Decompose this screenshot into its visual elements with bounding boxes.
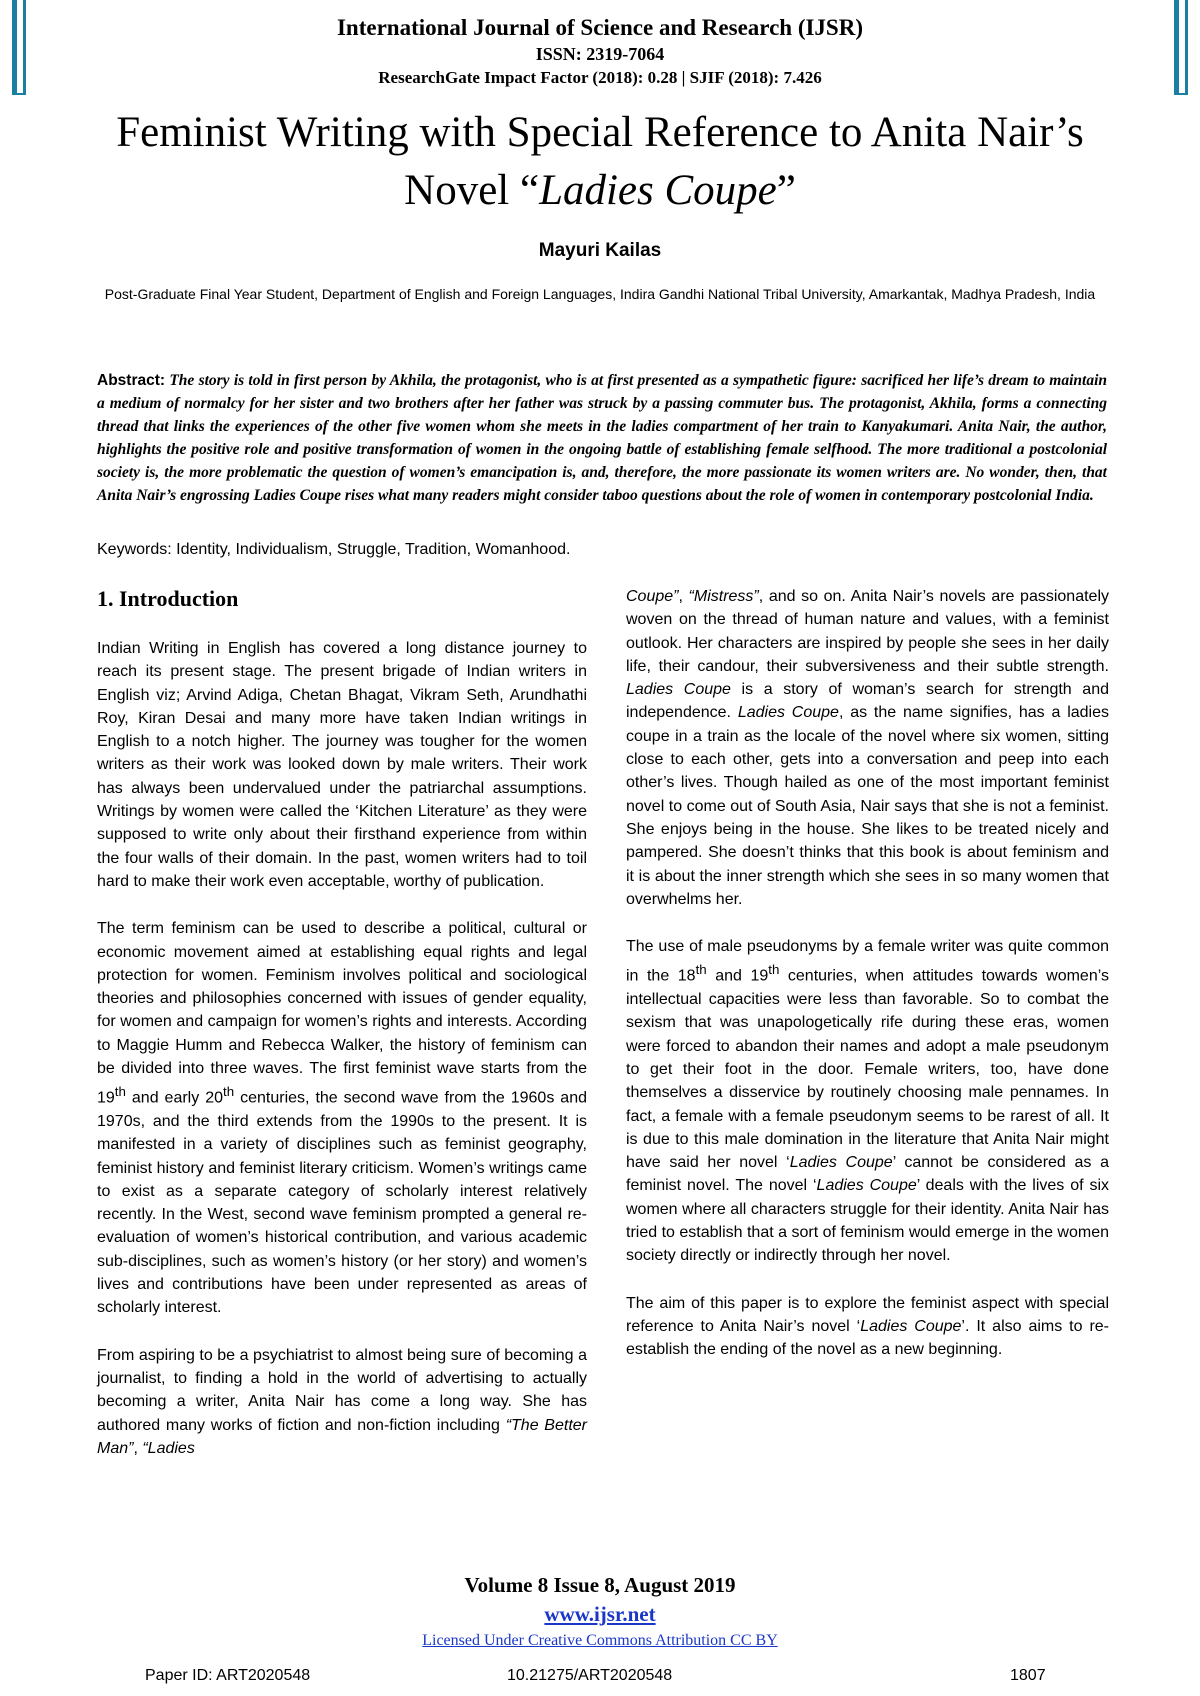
- title-text: Feminist Writing with Special Reference to Anita Nair’s Novel “: [116, 109, 1084, 214]
- page-number: 1807: [1010, 1667, 1046, 1684]
- section-heading-introduction: 1. Introduction: [97, 586, 239, 611]
- impact-factor: ResearchGate Impact Factor (2018): 0.28 | SJIF (2018): 7.426: [378, 68, 822, 87]
- paper-doi: 10.21275/ART2020548: [507, 1667, 673, 1684]
- author-name: Mayuri Kailas: [538, 240, 662, 261]
- paragraph-3-continued: Coupe”, “Mistress”, and so on. Anita Nair’s novels are passionately woven on the thread of human nature and values, with a feminist outlook. Her characters are inspired by people she sees in her daily life, their candour, their subversiveness and their subtle strength. Ladies Coupe is a story of woman’s search for strength and independence. Ladies Coupe, as the name signifies, has a ladies coupe in a train as the locale of the novel where six women, sitting close to each other, gets into a conversation and peep into each other’s lives. Though hailed as one of the most important feminist novel to come out of South Asia, Nair says that she is not a feminist. She enjoys being in the house. She likes to be treated nicely and pampered. She doesn’t thinks that this book is about feminism and it is about the inner strength which she sees in so many women that overwhelms her.: [626, 588, 1110, 908]
- abstract: [97, 369, 1107, 507]
- paper-id: Paper ID: ART2020548: [145, 1667, 311, 1684]
- footer-volume: Volume 8 Issue 8, August 2019: [464, 1573, 736, 1597]
- paragraph-1: Indian Writing in English has covered a long distance journey to reach its present stage. The present brigade of Indian writers in English viz; Arvind Adiga, Chetan Bhagat, Vikram Seth, Arundhathi Roy, Kiran Desai and many more have taken Indian writings in English to a notch higher. The journey was tougher for the women writers as their work was looked down by male writers. Their work has always been undervalued under the patriarchal assumptions. Writings by women were called the ‘Kitchen Literature’ as they were supposed to write only about their firsthand experience from within the four walls of their domain. In the past, women writers had to toil hard to make their work even acceptable, worthy of publication.: [97, 640, 587, 890]
- journal-header: [0, 14, 1200, 89]
- keywords: [97, 541, 1107, 559]
- paper-title: [80, 104, 1120, 220]
- keywords-text: Identity, Individualism, Struggle, Tradition, Womanhood.: [176, 541, 571, 558]
- abstract-text: The story is told in first person by Akhila, the protagonist, who is at first presented as a sympathetic figure: sacrificed her life’s dream to maintain a medium of normalcy for her sister and two brothers after her father was struck by a passing commuter bus. The protagonist, Akhila, forms a connecting thread that links the experiences of the other five women whom she meets in the ladies compartment of her train to Kanyakumari. Anita Nair, the author, highlights the positive role and positive transformation of women in the ongoing battle of establishing female selfhood. The more traditional a postcolonial society is, the more problematic the question of women’s emancipation is, and, therefore, the more passionate its women writers are. No wonder, then, that Anita Nair’s engrossing Ladies Coupe rises what many readers might consider taboo questions about the role of women in contemporary postcolonial India.: [97, 372, 1108, 504]
- abstract-label: Abstract:: [97, 372, 166, 389]
- footer-website-link[interactable]: www.ijsr.net: [544, 1602, 656, 1626]
- paragraph-2: The term feminism can be used to describe a political, cultural or economic movement aimed at establishing equal rights and legal protection for women. Feminism involves political and sociological theories and philosophies concerned with issues of gender equality, for women and campaign for women’s rights and interests. According to Maggie Humm and Rebecca Walker, the history of feminism can be divided into three waves. The first feminist wave starts from the 19th and early 20th centuries, the second wave from the 1960s and 1970s, and the third extends from the 1990s to the present. It is manifested in a variety of disciplines such as feminist geography, feminist history and feminist literary criticism. Women’s writings came to exist as a separate category of scholarly interest relatively recently. In the West, second wave feminism prompted a general re-evaluation of women’s historical contribution, and various academic sub-disciplines, such as women’s history (or her story) and women’s lives and contributions have been under represented as areas of scholarly interest.: [97, 920, 587, 1317]
- author-affiliation: Post-Graduate Final Year Student, Department of English and Foreign Languages, Indira Gandhi National Tribal University, Amarkantak, Madhya Pradesh, India: [104, 286, 1096, 302]
- title-end-quote: ”: [776, 167, 796, 214]
- right-column: [626, 585, 1109, 1362]
- journal-issn: ISSN: 2319-7064: [535, 44, 665, 64]
- keywords-label: Keywords:: [97, 541, 172, 558]
- paragraph-5: The aim of this paper is to explore the feminist aspect with special reference to Anita Nair’s novel ‘Ladies Coupe’. It also aims to re-establish the ending of the novel as a new beginning.: [626, 1294, 1109, 1359]
- paragraph-4: The use of male pseudonyms by a female writer was quite common in the 18th and 19th centuries, when attitudes towards women’s intellectual capacities were less than favorable. So to combat the sexism that was unapologetically rife during these eras, women were forced to abandon their names and adopt a male pseudonym to get their foot in the door. Female writers, too, have done themselves a disservice by routinely choosing male pennames. In fact, a female with a female pseudonym seems to be rarest of all. It is due to this male domination in the literature that Anita Nair might have said her novel ‘Ladies Coupe’ cannot be considered as a feminist novel. The novel ‘Ladies Coupe’ deals with the lives of six women where all characters struggle for their identity. Anita Nair has tried to establish that a sort of feminism would emerge in the women society directly or indirectly through her novel.: [626, 938, 1110, 1265]
- paragraph-3: From aspiring to be a psychiatrist to almost being sure of becoming a journalist, to finding a hold in the world of advertising to actually becoming a writer, Anita Nair has come a long way. She has authored many works of fiction and non-fiction including “The Better Man”, “Ladies: [97, 1346, 587, 1457]
- title-novel-name: Ladies Coupe: [539, 167, 777, 214]
- journal-name: International Journal of Science and Research (IJSR): [336, 15, 863, 40]
- left-column: [97, 585, 587, 1460]
- footer-license-link[interactable]: Licensed Under Creative Commons Attribution CC BY: [422, 1632, 778, 1649]
